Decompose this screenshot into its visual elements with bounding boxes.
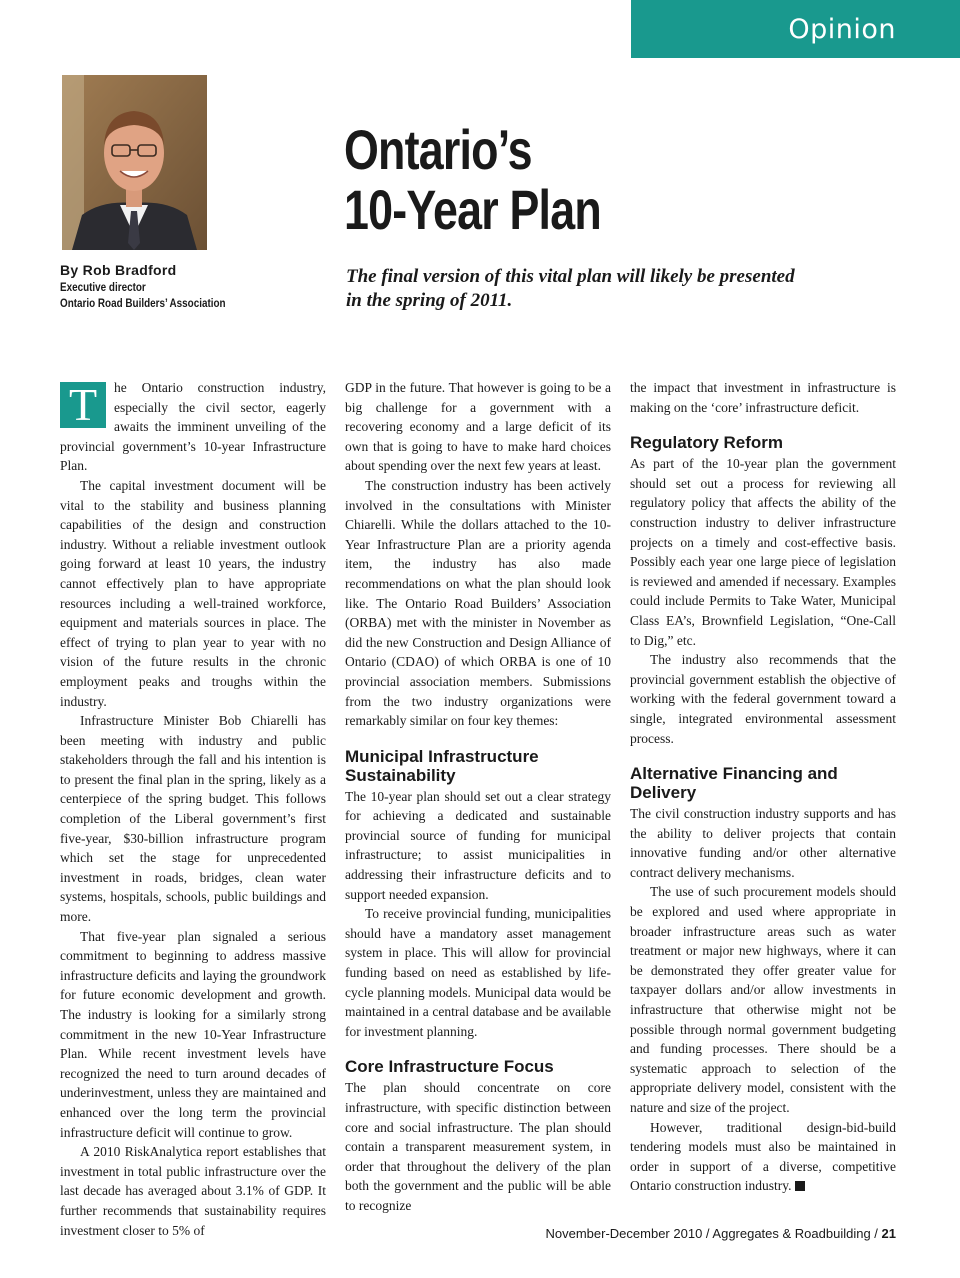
column-3 [630,378,896,1196]
paragraph-text: he Ontario construction industry, especially the civil sector, eagerly awaits the imminent unveiling of the provincial government’s 10-year Infrastructure Plan. [60,380,326,474]
paragraph: The construction industry has been actively involved in the consultations with Minister Chiarelli. While the dollars attached to the 10-Year Infrastructure Plan are a priority agenda item, the industry has also made recommendations on what the plan should look like. The Ontario Road Builders’ Association (ORBA) met with the minister in November as did the new Construction and Design Alliance of Ontario (CDAO) of which ORBA is one of 10 provincial association members. Submissions from the two industry organizations were remarkably similar on four key themes: [345,477,611,729]
article-title [344,120,792,240]
column-2 [345,378,611,1216]
paragraph: A 2010 RiskAnalytica report establishes that investment in total public infrastructure over the last decade has averaged about 3.1% of GDP. It further recommends that sustainability requires investment closer to 5% of [60,1144,326,1238]
subheading: Municipal Infrastructure Sustainability [345,746,539,785]
paragraph: As part of the 10-year plan the government should set out a process for reviewing all regulatory policy that affects the ability of the construction industry to deliver infrastructure projects on a timely and cost-effective basis. Possibly each year one large piece of legislation is reviewed and amended if necessary. Examples could include Permits to Take Water, Municipal Class EA’s, Brownfield Legislation, “One-Call to Dig,” etc. [630,456,896,648]
paragraph [630,1118,896,1196]
article-deck [346,265,846,313]
deck-line-2: in the spring of 2011. [346,290,513,311]
paragraph: The capital investment document will be vital to the stability and business planning capabilities of the design and construction industry. Without a reliable investment outlook going forward at least 10 years, the industry cannot effectively plan to have appropriate resources including a well-trained workforce, equipment and materials sources in place. The effect of trying to plan year to year with no vision of the future results in the chronic employment peaks and troughs within the industry. [60,477,326,709]
author-organization: Ontario Road Builders’ Association [60,298,226,310]
page-footer [546,1226,897,1241]
end-mark-icon [795,1181,805,1191]
paragraph: GDP in the future. That however is going to be a big challenge for a government with a recovering economy and a large deficit of its own that is going to have to make hard choices about spending over the next few years at least. [345,380,611,474]
paragraph: To receive provincial funding, municipalities should have a mandatory asset management system in place. This will allow for provincial funding based on need as established by life-cycle planning models. Municipal data would be maintained in a central database and be available for investment planning. [345,906,611,1039]
title-line-1: Ontario’s [344,118,532,181]
page-number: 21 [881,1226,896,1241]
deck-line-1: The final version of this vital plan will likely be presented [346,266,795,287]
subheading: Core Infrastructure Focus [345,1057,554,1077]
paragraph [60,378,326,476]
paragraph: Infrastructure Minister Bob Chiarelli has been meeting with industry and public stakeholders through the fall and his intention is to present the final plan in the spring, likely as a centerpiece of the spring budget. This follows completion of the Liberal government’s first five-year, $30-billion infrastructure program which set the stage for unprecedented investment in roads, bridges, clean water systems, hospitals, schools, public buildings and more. [60,713,326,925]
author-title: Executive director [60,282,146,294]
paragraph: The plan should concentrate on core infrastructure, with specific distinction between core and social infrastructure. The plan should contain a transparent measurement system, in order that throughout the delivery of the plan both the government and the public will be able to recognize [345,1080,611,1213]
section-label: Opinion [631,0,960,58]
title-line-2: 10-Year Plan [344,178,601,241]
subheading: Alternative Financing and Delivery [630,764,838,803]
paragraph-text: However, traditional design-bid-build tendering models must also be maintained in order in support of a diverse, competitive Ontario construction industry. [630,1119,896,1194]
paragraph: The civil construction industry supports and has the ability to deliver projects that contain innovative funding and/or other alternative contract delivery mechanisms. [630,806,896,880]
paragraph: That five-year plan signaled a serious commitment to beginning to address massive infrastructure deficits and laying the groundwork for future economic development and growth. The industry is looking for a similarly strong commitment in the new 10-Year Infrastructure Plan. While recent investment levels have recognized the need to turn around decades of underinvestment, unless they are maintained and enhanced over the long term the provincial infrastructure deficit will continue to grow. [60,928,326,1140]
subheading: Regulatory Reform [630,433,784,453]
author-name: By Rob Bradford [60,262,177,278]
paragraph: The use of such procurement models should be explored and used where appropriate in broader infrastructure areas such as water treatment or major new highways, where it can be demonstrated they offer greater value for taxpayer dollars and/or allow investments in infrastructure that otherwise might not be possible through normal government budgeting and funding processes. There should be a systematic approach to selection of the appropriate delivery model, consistent with the nature and size of the project. [630,884,896,1115]
author-photo [62,75,207,250]
paragraph: The 10-year plan should set out a clear strategy for achieving a dedicated and sustainable provincial source of funding for municipal infrastructure; to assist municipalities in addressing their infrastructure deficits and to support needed expansion. [345,788,611,902]
paragraph: The industry also recommends that the provincial government establish the objective of working with the federal government toward a single, integrated environmental assessment process. [630,652,896,746]
issue-info: November-December 2010 / Aggregates & Roadbuilding / [545,1226,882,1241]
paragraph: the impact that investment in infrastructure is making on the ‘core’ infrastructure deficit. [630,380,896,415]
byline [60,262,280,312]
drop-cap: T [60,382,106,428]
column-1 [60,378,326,1240]
